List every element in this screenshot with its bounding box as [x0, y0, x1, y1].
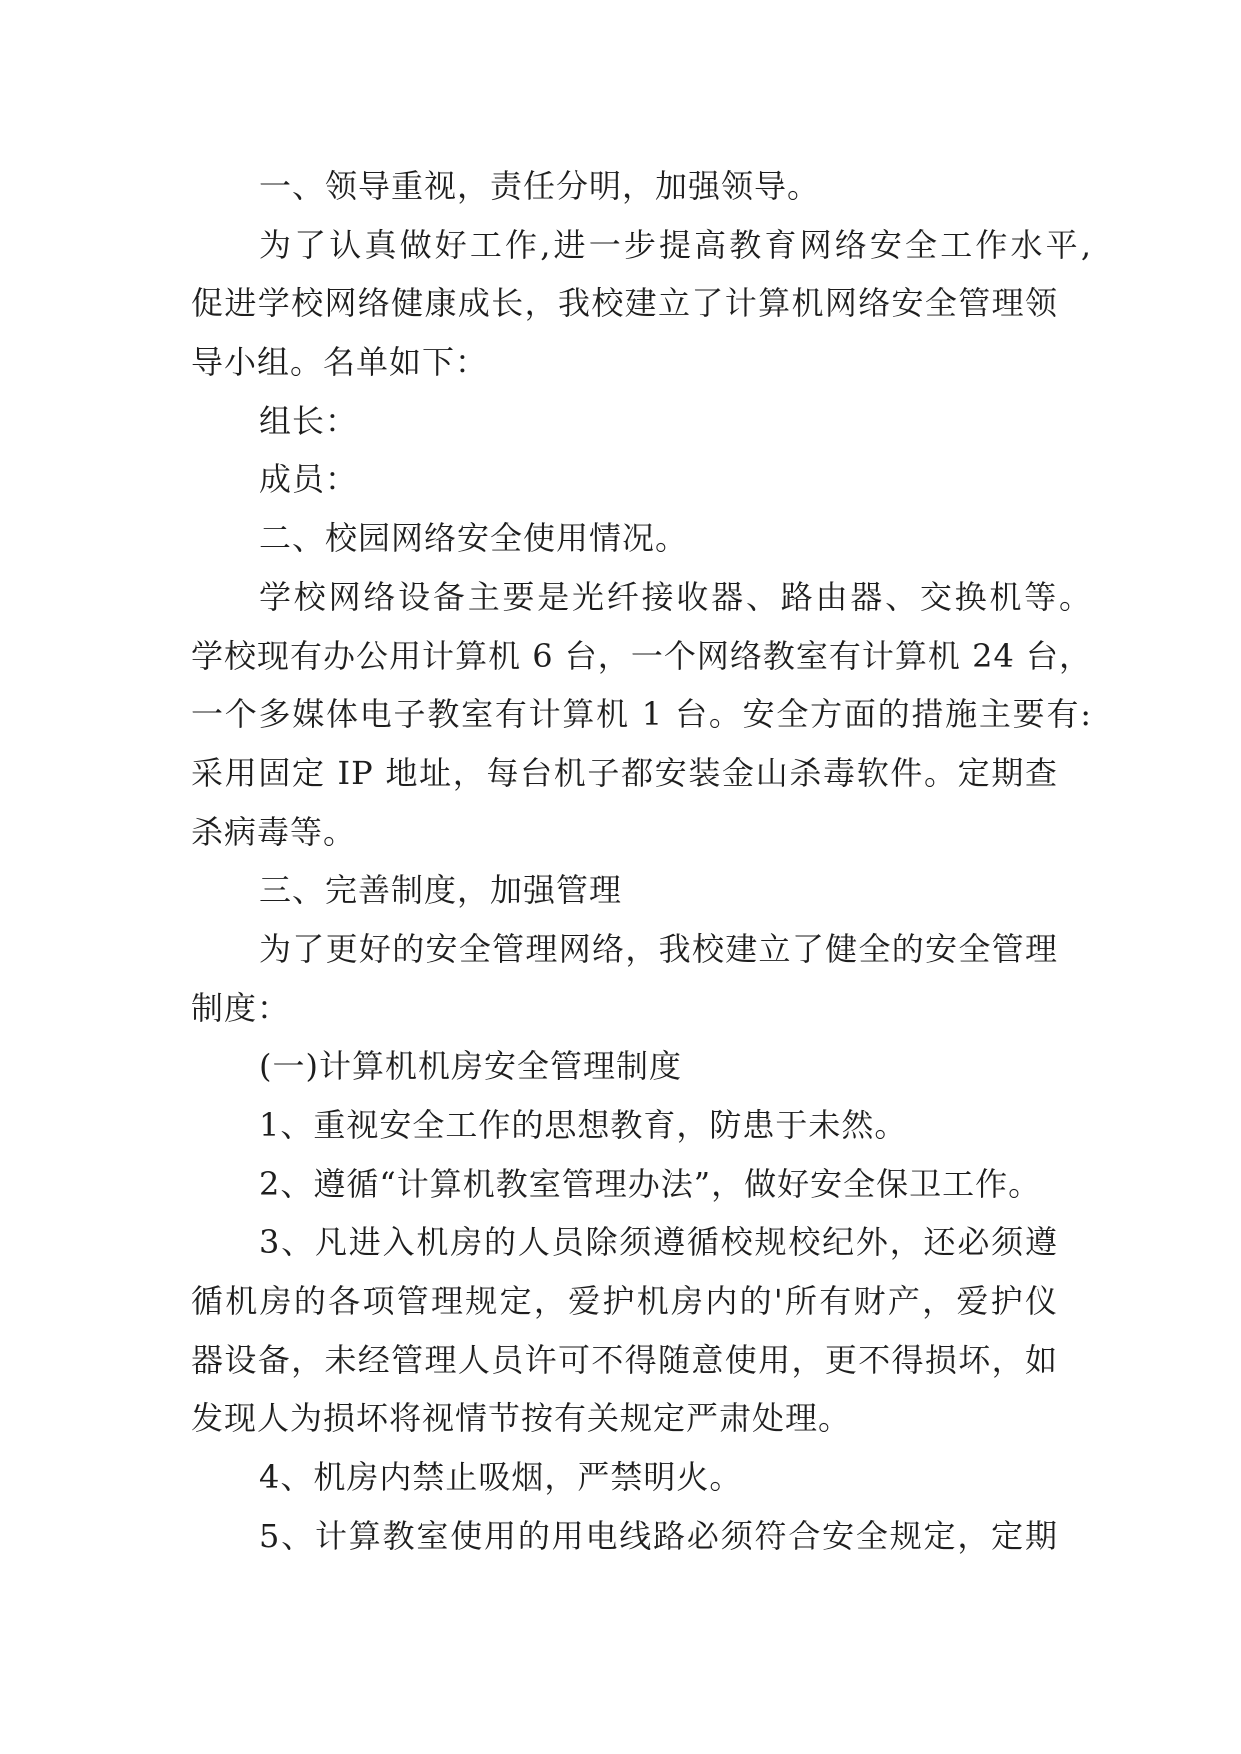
text-line: 发现人为损坏将视情节按有关规定严肃处理。 — [191, 1399, 852, 1438]
text-line: 成员： — [259, 460, 359, 499]
text-line: 三、完善制度，加强管理 — [259, 871, 623, 910]
text-line: 2、遵循“计算机教室管理办法”，做好安全保卫工作。 — [259, 1164, 1042, 1203]
text-line: 采用固定 IP 地址，每台机子都安装金山杀毒软件。定期查 — [191, 753, 1058, 792]
rule-item-5 — [191, 1507, 1092, 1566]
text-line: 1、重视安全工作的思想教育，防患于未然。 — [259, 1106, 908, 1144]
heading-leadership — [191, 157, 1092, 216]
text-line: 4、机房内禁止吸烟，严禁明火。 — [259, 1458, 743, 1497]
text-line: 循机房的各项管理规定，爱护机房内的'所有财产，爱护仪 — [191, 1282, 1058, 1321]
text-line: 一、领导重视，责任分明，加强领导。 — [259, 167, 821, 205]
text-line: 学校网络设备主要是光纤接收器、路由器、交换机等。 — [259, 577, 1092, 616]
document-body — [191, 157, 1092, 1566]
group-members-entry — [191, 450, 1092, 509]
text-line: 器设备，未经管理人员许可不得随意使用，更不得损坏，如 — [191, 1340, 1058, 1379]
paragraph-network-equipment — [191, 568, 1092, 861]
rule-item-1 — [191, 1096, 1092, 1155]
paragraph-rules-intro — [191, 920, 1092, 1037]
heading-network-usage — [191, 509, 1092, 568]
text-line: (一)计算机机房安全管理制度 — [259, 1047, 682, 1086]
rule-item-2 — [191, 1155, 1092, 1214]
heading-rules — [191, 861, 1092, 920]
text-line: 杀病毒等。 — [191, 812, 357, 851]
rule-item-4 — [191, 1448, 1092, 1507]
subheading-computer-room-rules — [191, 1037, 1092, 1096]
text-line: 学校现有办公用计算机 6 台，一个网络教室有计算机 24 台， — [191, 636, 1092, 675]
paragraph-leadership-group — [191, 216, 1092, 392]
text-line: 为了认真做好工作,进一步提高教育网络安全工作水平, — [259, 225, 1092, 264]
text-line: 3、凡进入机房的人员除须遵循校规校纪外，还必须遵 — [259, 1223, 1058, 1262]
text-line: 为了更好的安全管理网络，我校建立了健全的安全管理 — [259, 929, 1058, 968]
text-line: 制度： — [191, 988, 291, 1027]
text-line: 促进学校网络健康成长，我校建立了计算机网络安全管理领 — [191, 284, 1058, 323]
rule-item-3 — [191, 1213, 1092, 1448]
text-line: 二、校园网络安全使用情况。 — [259, 519, 689, 558]
text-line: 一个多媒体电子教室有计算机 1 台。安全方面的措施主要有: — [191, 695, 1092, 734]
text-line: 组长： — [259, 401, 359, 440]
text-line: 5、计算教室使用的用电线路必须符合安全规定，定期 — [259, 1516, 1058, 1555]
group-leader-entry — [191, 392, 1092, 451]
text-line: 导小组。名单如下： — [191, 343, 489, 382]
